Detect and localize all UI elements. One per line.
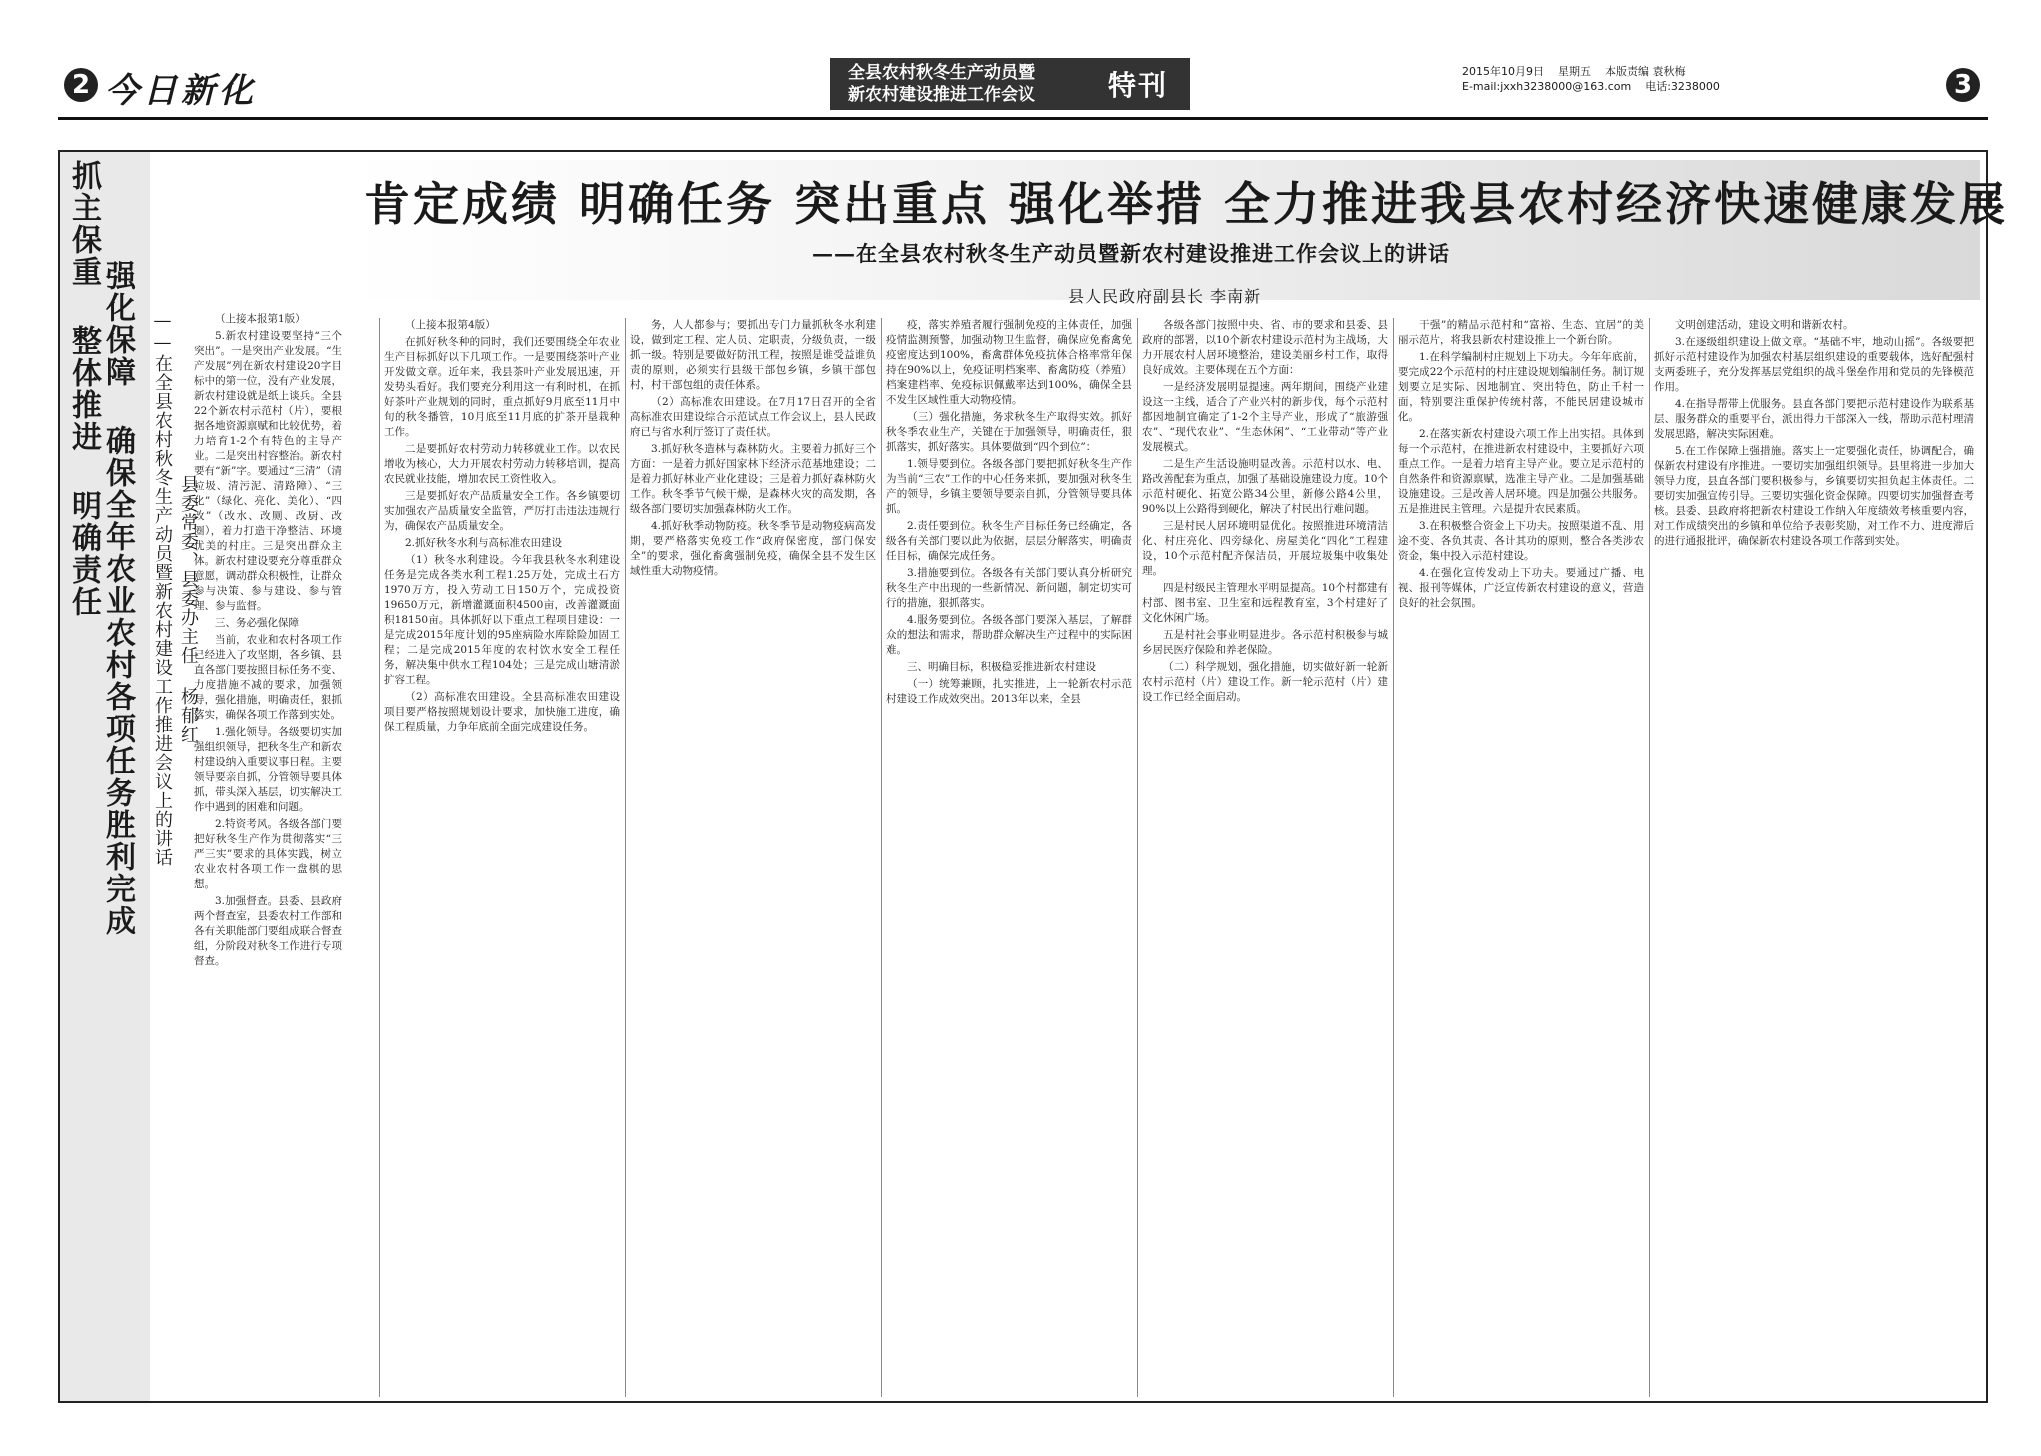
paragraph: 四是村级民主管理水平明显提高。10个村都建有村部、图书室、卫生室和远程教育室，3个村建好了文化休闲广场。 bbox=[1142, 582, 1388, 624]
paragraph: 1.领导要到位。各级各部门要把抓好秋冬生产作为当前“三农”工作的中心任务来抓，要加强对秋冬生产的领导，乡镇主要领导要亲自抓，分管领导要具体抓。 bbox=[886, 458, 1132, 515]
article-headline: 肯定成绩 明确任务 突出重点 强化举措 全力推进我县农村经济快速健康发展 bbox=[364, 177, 2009, 231]
paragraph: 在抓好秋冬种的同时，我们还要围绕全年农业生产目标抓好以下几项工作。一是要围绕茶叶产业开发做文章。近年来，我县茶叶产业发展迅速，开发势头看好。我们要充分利用这一有利时机，在抓好茶叶产业规划的同时，重点抓好9月底至11月中旬的秋冬播管，10月底至11月底的扩茶开垦栽种工作。 bbox=[384, 336, 620, 438]
paragraph: 4.在指导帮带上优服务。县直各部门要把示范村建设作为联系基层、服务群众的重要平台，派出得力干部深入一线，帮助示范村理清发展思路，解决实际困难。 bbox=[1654, 398, 1974, 440]
masthead-rule bbox=[58, 117, 1988, 120]
column-divider bbox=[881, 318, 882, 1397]
paragraph: 五是村社会事业明显进步。各示范村积极参与城乡居民医疗保险和养老保险。 bbox=[1142, 629, 1388, 656]
column-divider bbox=[379, 318, 380, 1397]
column-divider bbox=[1393, 318, 1394, 1397]
masthead bbox=[0, 0, 2041, 150]
paragraph: （2）高标准农田建设。在7月17日召开的全省高标准农田建设综合示范试点工作会议上，县人民政府已与省水利厅签订了责任状。 bbox=[630, 396, 876, 438]
article-byline: 县人民政府副县长 李南新 bbox=[1068, 287, 1262, 306]
paragraph: 务，人人都参与；要抓出专门力量抓秋冬水利建设，做到定工程、定人员、定职责，分级负责，一级抓一级。特别是要做好防汛工程，按照是谁受益谁负责的原则，必须实行县级干部包乡镇，乡镇干部包村，村干部包组的责任体系。 bbox=[630, 319, 876, 391]
paragraph: 5.新农村建设要坚持“三个突出”。一是突出产业发展。“生产发展”列在新农村建设20字目标中的第一位，没有产业发展，新农村建设就是纸上谈兵。全县22个新农村示范村（片），要根据各地资源禀赋和比较优势，着力培育1-2个有特色的主导产业。二是突出村容整治。新农村要有“新”字。要通过“三清”（清垃圾、清污泥、清路障）、“三化”（绿化、亮化、美化）、“四改”（改水、改厕、改厨、改圈），着力打造干净整洁、环境优美的村庄。三是突出群众主体。新农村建设要充分尊重群众意愿，调动群众积极性，让群众参与决策、参与建设、参与管理、参与监督。 bbox=[194, 330, 342, 612]
contact-phone: 电话:3238000 bbox=[1645, 80, 1720, 93]
paragraph: （上接本报第4版） bbox=[405, 319, 496, 331]
paragraph: 3.加强督查。县委、县政府两个督查室，县委农村工作部和各有关职能部门要组成联合督查组，分阶段对秋冬工作进行专项督查。 bbox=[194, 895, 342, 967]
paragraph: 干强”的精品示范村和“富裕、生态、宜居”的美丽示范片，将我县新农村建设推上一个新台阶。 bbox=[1398, 319, 1644, 346]
paragraph: 1.强化领导。各级要切实加强组织领导，把秋冬生产和新农村建设纳入重要议事日程。主要领导要亲自抓，分管领导要具体抓，带头深入基层，切实解决工作中遇到的困难和问题。 bbox=[194, 726, 342, 813]
paragraph: 三是村民人居环境明显优化。按照推进环境清洁化、村庄亮化、四旁绿化、房屋美化“四化”工程建设，10个示范村配齐保洁员，开展垃圾集中收集处理。 bbox=[1142, 520, 1388, 577]
issue-date: 2015年10月9日 bbox=[1462, 65, 1544, 78]
edition-info bbox=[1462, 64, 1922, 94]
article-column bbox=[384, 318, 620, 1397]
article-column bbox=[1398, 318, 1644, 1397]
paragraph: 疫，落实养殖者履行强制免疫的主体责任，加强疫情监测预警，加强动物卫生监督，确保应免畜禽免疫密度达到100%，畜禽群体免疫抗体合格率常年保持在90%以上，免疫证明档案率、畜禽防疫（养殖）档案建档率、免疫标识佩戴率达到100%，确保全县不发生区域性重大动物疫情。 bbox=[886, 319, 1132, 406]
article-column bbox=[1654, 318, 1974, 1397]
sidebar-headline-line1: 抓主保重 整体推进 明确责任 bbox=[66, 160, 101, 618]
paragraph: （一）统筹兼顾，扎实推进，上一轮新农村示范村建设工作成效突出。2013年以来，全县 bbox=[886, 678, 1132, 705]
paragraph: 三是要抓好农产品质量安全工作。各乡镇要切实加强农产品质量安全监管，严厉打击违法违规行为，确保农产品质量安全。 bbox=[384, 490, 620, 532]
paragraph: 二是要抓好农村劳动力转移就业工作。以农民增收为核心，大力开展农村劳动力转移培训，提高农民就业技能，增加农民工资性收入。 bbox=[384, 443, 620, 485]
special-title-line2: 新农村建设推进工作会议 bbox=[848, 85, 1035, 105]
article-subheadline: ——在全县农村秋冬生产动员暨新农村建设推进工作会议上的讲话 bbox=[812, 241, 1450, 266]
paragraph: 二是生产生活设施明显改善。示范村以水、电、路改善配套为重点，加强了基础设施建设力度。10个示范村硬化、拓宽公路34公里，新修公路4公里，90%以上公路得到硬化，解决了村民出行难问题。 bbox=[1142, 458, 1388, 515]
paragraph: 3.在积极整合资金上下功夫。按照渠道不乱、用途不变、各负其责、各计其功的原则，整合各类涉农资金，集中投入示范村建设。 bbox=[1398, 520, 1644, 562]
newspaper-logo: 今日新化 bbox=[105, 71, 257, 111]
special-issue-title bbox=[830, 62, 1108, 106]
right-page-number: 3 bbox=[1946, 68, 1980, 102]
paragraph: 3.措施要到位。各级各有关部门要认真分析研究秋冬生产中出现的一些新情况、新问题，制定切实可行的措施，狠抓落实。 bbox=[886, 567, 1132, 609]
sidebar-headline-line2: 强化保障 确保全年农业农村各项任务胜利完成 bbox=[100, 260, 135, 937]
paragraph: （三）强化措施，务求秋冬生产取得实效。抓好秋冬季农业生产，关键在于加强领导，明确责任，狠抓落实，抓好落实。具体要做到“四个到位”： bbox=[886, 411, 1132, 453]
paragraph: 4.在强化宣传发动上下功夫。要通过广播、电视、报刊等媒体，广泛宣传新农村建设的意义，营造良好的社会氛围。 bbox=[1398, 567, 1644, 609]
article-column bbox=[886, 318, 1132, 1397]
special-issue-banner bbox=[830, 58, 1190, 110]
paragraph: 5.在工作保障上强措施。落实上一定要强化责任，协调配合，确保新农村建设有序推进。一要切实加强组织领导。县里将进一步加大领导力度，县直各部门要积极参与，乡镇要切实担负起主体责任。二要切实加强宣传引导。三要切实强化资金保障。四要切实加强督查考核。县委、县政府将把新农村建设工作纳入年度绩效考核重要内容，对工作成绩突出的乡镇和单位给予表彰奖励，对工作不力、进度滞后的进行通报批评，确保新农村建设各项工作落到实处。 bbox=[1654, 445, 1974, 547]
paragraph: 2.责任要到位。秋冬生产目标任务已经确定，各级各有关部门要以此为依据，层层分解落实，明确责任目标，确保完成任务。 bbox=[886, 520, 1132, 562]
article-column bbox=[1142, 318, 1388, 1397]
paragraph: （1）秋冬水利建设。今年我县秋冬水利建设任务是完成各类水利工程1.25万处，完成土石方1970万方，投入劳动工日150万个，完成投资19650万元，新增灌溉面积4500亩，改善灌溉面积18150亩。具体抓好以下重点工程项目建设：一是完成2015年度计划的95座病险水库除险加固工程；二是完成2015年度的农村饮水安全工程任务，解决集中供水工程104处；三是完成山塘清淤扩容工程。 bbox=[384, 554, 620, 686]
special-issue-tag: 特刊 bbox=[1108, 69, 1169, 102]
paragraph: 4.抓好秋季动物防疫。秋冬季节是动物疫病高发期，要严格落实免疫工作“政府保密度，部门保安全”的要求，强化畜禽强制免疫，确保全县不发生区域性重大动物疫情。 bbox=[630, 520, 876, 577]
column-divider bbox=[1649, 318, 1650, 1397]
special-title-line1: 全县农村秋冬生产动员暨 bbox=[848, 63, 1035, 83]
paragraph: 3.抓好秋冬造林与森林防火。主要着力抓好三个方面：一是着力抓好国家林下经济示范基地建设；二是着力抓好林业产业化建设；三是着力抓好森林防火工作。秋冬季节气候干燥，是森林火灾的高发期，各级各部门要切实加强森林防火工作。 bbox=[630, 443, 876, 515]
paragraph: （上接本报第1版） bbox=[215, 313, 306, 325]
left-page-number: 2 bbox=[64, 68, 98, 102]
article-column bbox=[630, 318, 876, 1397]
paragraph: 1.在科学编制村庄规划上下功夫。今年年底前，要完成22个示范村的村庄建设规划编制任务。制订规划要立足实际、因地制宜、突出特色，防止千村一面，特别要注重保护传统村落，不能民居建设城市化。 bbox=[1398, 351, 1644, 423]
column-divider bbox=[1137, 318, 1138, 1397]
paragraph: 2.在落实新农村建设六项工作上出实招。具体到每一个示范村，在推进新农村建设中，主要抓好六项重点工作。一是着力培育主导产业。要立足示范村的自然条件和资源禀赋，选准主导产业。二是加强基础设施建设。三是改善人居环境。四是加强公共服务。五是推进民主管理。六是提升农民素质。 bbox=[1398, 428, 1644, 515]
paragraph: 三、明确目标，积极稳妥推进新农村建设 bbox=[907, 661, 1096, 673]
page-editor: 本版责编 袁秋梅 bbox=[1605, 65, 1686, 78]
paragraph: 一是经济发展明显提速。两年期间，围绕产业建设这一主线，适合了产业兴村的新步伐，每个示范村都因地制宜确定了1-2个主导产业，形成了“旅游强农”、“现代农业”、“生态休闲”、“工业带动”等产业发展模式。 bbox=[1142, 381, 1388, 453]
paragraph: 2.特资考风。各级各部门要把好秋冬生产作为贯彻落实“三严三实”要求的具体实践，树立农业农村各项工作一盘棋的思想。 bbox=[194, 818, 342, 890]
paragraph: 3.在逐级组织建设上做文章。“基础不牢，地动山摇”。各级要把抓好示范村建设作为加强农村基层组织建设的重要载体，选好配强村支两委班子，充分发挥基层党组织的战斗堡垒作用和党员的先锋模范作用。 bbox=[1654, 336, 1974, 393]
contact-email: E-mail:jxxh3238000@163.com bbox=[1462, 80, 1632, 93]
article-column bbox=[194, 312, 342, 1397]
paragraph: 2.抓好秋冬水利与高标准农田建设 bbox=[405, 537, 563, 549]
issue-weekday: 星期五 bbox=[1558, 65, 1591, 78]
paragraph: （二）科学规划，强化措施，切实做好新一轮新农村示范村（片）建设工作。新一轮示范村（片）建设工作已经全面启动。 bbox=[1142, 661, 1388, 703]
paragraph: 各级各部门按照中央、省、市的要求和县委、县政府的部署，以10个新农村建设示范村为主战场，大力开展农村人居环境整治，建设美丽乡村工作，取得良好成效。主要体现在五个方面： bbox=[1142, 319, 1388, 376]
paragraph: 4.服务要到位。各级各部门要深入基层，了解群众的想法和需求，帮助群众解决生产过程中的实际困难。 bbox=[886, 614, 1132, 656]
sidebar-author: 县委常委、县委办主任 杨郁红 bbox=[178, 475, 199, 744]
paragraph: 文明创建活动，建设文明和谐新农村。 bbox=[1675, 319, 1854, 331]
paragraph: 三、务必强化保障 bbox=[215, 617, 299, 629]
paragraph: 当前，农业和农村各项工作已经进入了攻坚期，各乡镇、县直各部门要按照目标任务不变、力度措施不减的要求，加强领导，强化措施，明确责任，狠抓落实，确保各项工作落到实处。 bbox=[194, 634, 342, 721]
paragraph: （2）高标准农田建设。全县高标准农田建设项目要严格按照规划设计要求，加快施工进度，确保工程质量，力争年底前全面完成建设任务。 bbox=[384, 691, 620, 733]
column-divider bbox=[625, 318, 626, 1397]
sidebar-subtitle: ——在全县农村秋冬生产动员暨新农村建设工作推进会议上的讲话 bbox=[152, 310, 173, 867]
